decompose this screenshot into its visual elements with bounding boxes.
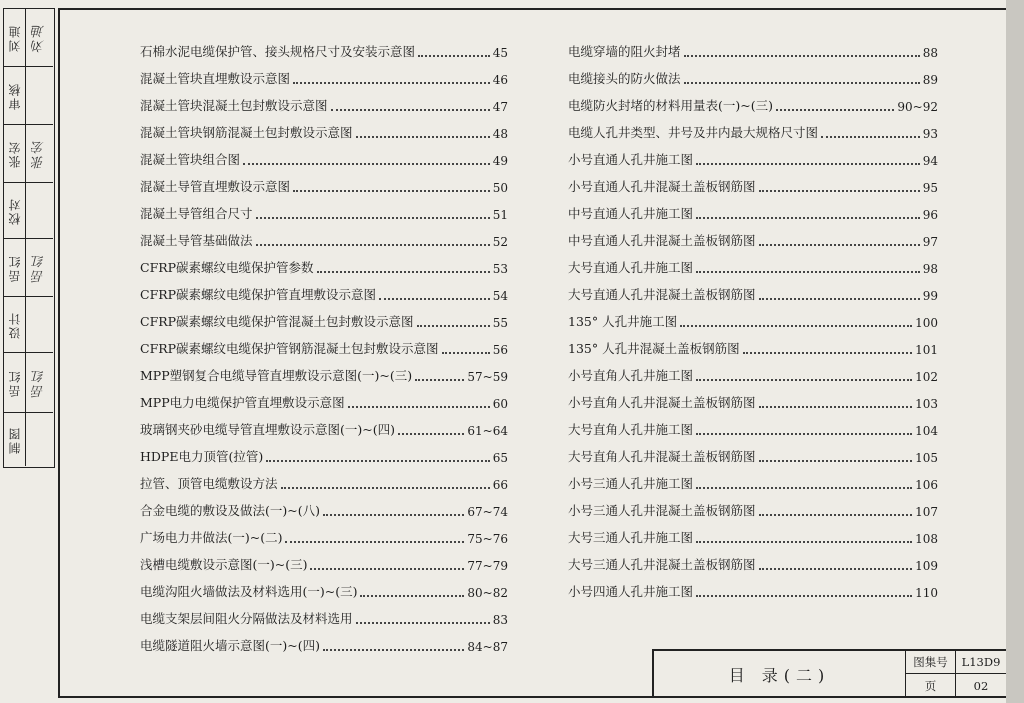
toc-entry: MPP塑钢复合电缆导管直埋敷设示意图(一)~(三) 57~59 [140, 368, 508, 384]
role-label: 制图 [8, 425, 22, 454]
toc-entry: 浅槽电缆敷设示意图(一)~(三) 77~79 [140, 557, 508, 573]
toc-entry: 混凝土导管基础做法 52 [140, 233, 508, 249]
toc-entry: 大号三通人孔井混凝土盖板钢筋图 109 [568, 557, 938, 573]
toc-entry: CFRP碳素螺纹电缆保护管混凝土包封敷设示意图 55 [140, 314, 508, 330]
toc-entry: 电缆隧道阻火墙示意图(一)~(四) 84~87 [140, 638, 508, 654]
atlas-number-value: L13D9 [956, 651, 1006, 674]
handwritten-signature: 张宏 [32, 138, 47, 169]
handwritten-signature: 岳红 [32, 252, 47, 283]
toc-entry: 混凝土管块混凝土包封敷设示意图 47 [140, 98, 508, 114]
signature-cell [4, 297, 53, 353]
toc-entry: 石棉水泥电缆保护管、接头规格尺寸及安装示意图 45 [140, 44, 508, 60]
toc-entry: 小号直角人孔井施工图 102 [568, 368, 938, 384]
role-label: 刘迪 [8, 23, 22, 52]
toc-entry: 电缆支架层间阻火分隔做法及材料选用 83 [140, 611, 508, 627]
toc-entry: 小号直通人孔井混凝土盖板钢筋图 95 [568, 179, 938, 195]
atlas-number-label: 图集号 [906, 651, 956, 674]
signature-cell [4, 9, 53, 67]
toc-entry: 电缆穿墙的阻火封堵 88 [568, 44, 938, 60]
title-block [652, 649, 1006, 698]
signature-strip [3, 8, 55, 468]
toc-entry: 大号三通人孔井施工图 108 [568, 530, 938, 546]
toc-entry: CFRP碳素螺纹电缆保护管钢筋混凝土包封敷设示意图 56 [140, 341, 508, 357]
handwritten-signature: 刘迪 [32, 22, 47, 53]
toc-entry: 中号直通人孔井施工图 96 [568, 206, 938, 222]
page-label: 页 [906, 674, 956, 698]
toc-entry: 小号三通人孔井混凝土盖板钢筋图 107 [568, 503, 938, 519]
toc-entry: 混凝土导管组合尺寸 51 [140, 206, 508, 222]
toc-entry: CFRP碳素螺纹电缆保护管直埋敷设示意图 54 [140, 287, 508, 303]
toc-entry: 小号直通人孔井施工图 94 [568, 152, 938, 168]
toc-entry: 电缆人孔井类型、井号及井内最大规格尺寸图 93 [568, 125, 938, 141]
toc-entry: 小号直角人孔井混凝土盖板钢筋图 103 [568, 395, 938, 411]
toc-entry: 大号直角人孔井施工图 104 [568, 422, 938, 438]
toc-entry: 混凝土导管直埋敷设示意图 50 [140, 179, 508, 195]
toc-entry: 小号四通人孔井施工图 110 [568, 584, 938, 600]
toc-entry: 大号直通人孔井混凝土盖板钢筋图 99 [568, 287, 938, 303]
page-number: 02 [973, 679, 989, 693]
toc-entry: 混凝土管块钢筋混凝土包封敷设示意图 48 [140, 125, 508, 141]
toc-entry: 大号直角人孔井混凝土盖板钢筋图 105 [568, 449, 938, 465]
toc-entry: 混凝土管块直埋敷设示意图 46 [140, 71, 508, 87]
handwritten-signature: 岳红 [32, 367, 47, 398]
role-label: 张宏 [8, 139, 22, 168]
toc-entry: 电缆接头的防火做法 89 [568, 71, 938, 87]
toc-entry: CFRP碳素螺纹电缆保护管参数 53 [140, 260, 508, 276]
signature-cell [4, 183, 53, 239]
role-label: 校对 [8, 196, 22, 225]
toc-entry: MPP电力电缆保护管直埋敷设示意图 60 [140, 395, 508, 411]
toc-entry: 电缆防火封堵的材料用量表(一)~(三) 90~92 [568, 98, 938, 114]
role-label: 设计 [8, 310, 22, 339]
toc-entry: 小号三通人孔井施工图 106 [568, 476, 938, 492]
toc-entry: HDPE电力顶管(拉管) 65 [140, 449, 508, 465]
toc-entry: 合金电缆的敷设及做法(一)~(八) 67~74 [140, 503, 508, 519]
role-label: 岳红 [8, 368, 22, 397]
signature-cell [4, 413, 53, 466]
toc-entry: 135° 人孔井施工图 100 [568, 314, 938, 330]
signature-cell [4, 67, 53, 125]
toc-entry: 大号直通人孔井施工图 98 [568, 260, 938, 276]
toc-entry: 玻璃钢夹砂电缆导管直埋敷设示意图(一)~(四) 61~64 [140, 422, 508, 438]
toc-entry: 拉管、顶管电缆敷设方法 66 [140, 476, 508, 492]
toc-entry: 混凝土管块组合图 49 [140, 152, 508, 168]
signature-cell [4, 239, 53, 297]
signature-cell [4, 353, 53, 413]
signature-cell [4, 125, 53, 183]
role-label: 审核 [8, 81, 22, 110]
sheet-title: 目 录(二) [654, 651, 906, 698]
toc-entry: 广场电力井做法(一)~(二) 75~76 [140, 530, 508, 546]
toc-entry: 电缆沟阻火墙做法及材料选用(一)~(三) 80~82 [140, 584, 508, 600]
page-edge-shadow [1006, 0, 1024, 703]
role-label: 岳红 [8, 253, 22, 282]
toc-entry: 135° 人孔井混凝土盖板钢筋图 101 [568, 341, 938, 357]
toc-entry: 中号直通人孔井混凝土盖板钢筋图 97 [568, 233, 938, 249]
